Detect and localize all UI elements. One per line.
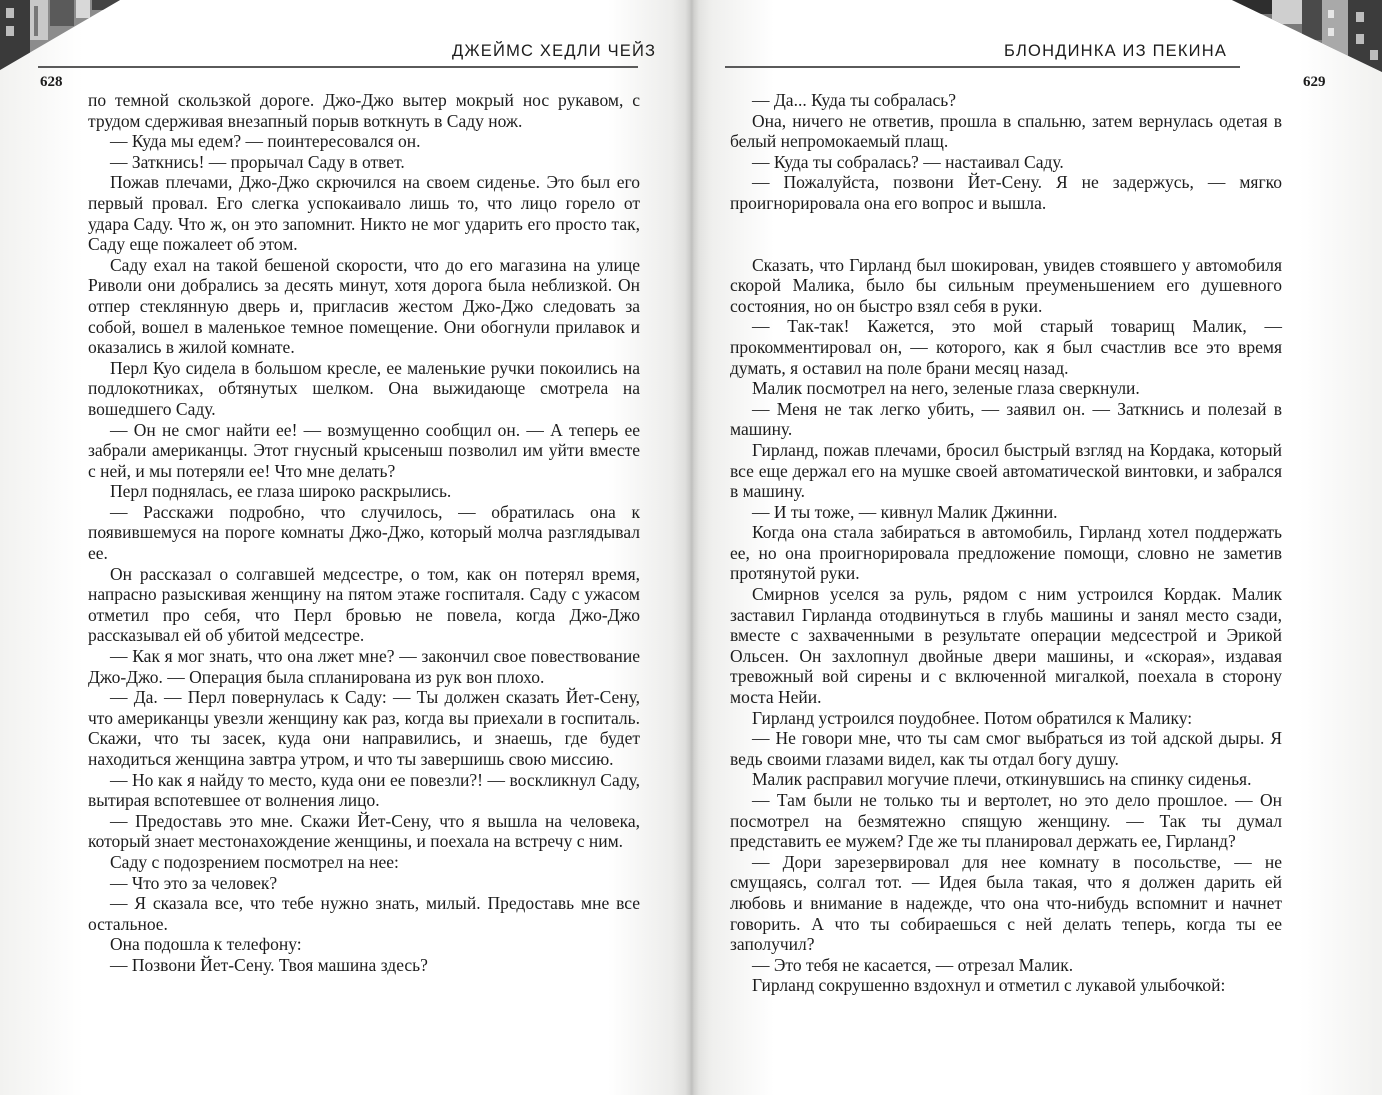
paragraph: — Что это за человек? xyxy=(110,872,278,893)
page-number-left: 628 xyxy=(40,74,63,90)
paragraph: Он рассказал о солгавшей медсестре, о том, как он потерял время, напрасно разыскивая женщину на пятом этаже госпиталя. Саду с ужасом отметил про себя, что Перл бровью не повела, когда Джо-Джо рассказывал ей об убитой медсестре. xyxy=(88,563,640,646)
paragraph: — Меня не так легко убить, — заявил он. — Заткнись и полезай в машину. xyxy=(730,398,1282,440)
paragraph: Саду с подозрением посмотрел на нее: xyxy=(110,851,399,872)
paragraph: — Дори зарезервировал для нее комнату в посольстве, — не смущаясь, солгал тот. — Идея была такая, что я должен дарить ей любовь и внимание в надежде, что она что-нибудь вспомнит и начнет говорить. А что ты собираешься с ней делать теперь, когда ты ее заполучил? xyxy=(730,851,1282,955)
paragraph: Перл поднялась, ее глаза широко раскрылись. xyxy=(110,481,452,502)
running-head-title: БЛОНДИНКА ИЗ ПЕКИНА xyxy=(1004,42,1228,60)
paragraph: Малик расправил могучие плечи, откинувшись на спинку сиденья. xyxy=(752,769,1252,790)
paragraph: — Так-так! Кажется, это мой старый товарищ Малик, — прокомментировал он, — которого, как я был счастлив все это время думать, я оставил на поле брани месяц назад. xyxy=(730,316,1282,378)
left-page-body xyxy=(88,90,640,976)
paragraph: — Как я мог знать, что она лжет мне? — закончил свое повествование Джо-Джо. — Операция была спланирована из рук вон плохо. xyxy=(88,646,640,687)
paragraph: Когда она стала забираться в автомобиль, Гирланд хотел поддержать ее, но она проигнорировала предложение помощи, словно не заметив протянутой руки. xyxy=(730,522,1282,584)
paragraph: — Куда ты собралась? — настаивал Саду. xyxy=(752,151,1064,172)
paragraph: Она подошла к телефону: xyxy=(110,934,302,955)
paragraph: — Там были не только ты и вертолет, но это дело прошлое. — Он посмотрел на безмятежно спящую женщину. — Так ты думал представить ее мужем? Где же ты планировал держать ее, Гирланд? xyxy=(730,790,1282,852)
paragraph: — Я сказала все, что тебе нужно знать, милый. Предоставь мне все остальное. xyxy=(88,893,640,934)
paragraph: Саду ехал на такой бешеной скорости, что до его магазина на улице Риволи они добрались за десять минут, хотя дорога была неблизкой. Он отпер стеклянную дверь и, пригласив жестом Джо-Джо следовать за собой, вошел в маленькое темное помещение. Они обогнули прилавок и оказались в жилой комнате. xyxy=(88,254,640,358)
paragraph: — Куда мы едем? — поинтересовался он. xyxy=(110,131,421,152)
paragraph: Смирнов уселся за руль, рядом с ним устроился Кордак. Малик заставил Гирланда отодвинуться в глубь машины и занял место сзади, вместе с захваченными в результате операции медсестрой и Эрикой Ольсен. Он захлопнул двойные двери машины, и «скорая», издавая тревожный вой сирены и с включенной мигалкой, поехала в сторону моста Нейи. xyxy=(730,584,1282,708)
paragraph: Гирланд, пожав плечами, бросил быстрый взгляд на Кордака, который все еще держал его на мушке своей автоматической винтовки, и забрался в машину. xyxy=(730,439,1282,502)
corner-photo-right xyxy=(1232,0,1382,72)
paragraph: Она, ничего не ответив, прошла в спальню, затем вернулась одетая в белый непромокаемый плащ. xyxy=(730,110,1282,152)
paragraph: — Да. — Перл повернулась к Саду: — Ты должен сказать Йет-Сену, что американцы увезли женщину как раз, когда вы приехали в госпиталь. Скажи, что ты засек, куда они направились, и знаешь, где будет находиться женщина завтра утром, и что ты завершишь свою миссию. xyxy=(88,687,640,769)
paragraph: — Не говори мне, что ты сам смог выбраться из той адской дыры. Я ведь своими глазами видел, как ты отдал богу душу. xyxy=(730,728,1282,769)
corner-photo-left xyxy=(0,0,120,70)
header-rule-right xyxy=(725,66,1240,68)
paragraph: — Предоставь это мне. Скажи Йет-Сену, что я вышла на человека, который знает местонахождение женщины, и поехала на встречу с ним. xyxy=(88,810,640,852)
section-break xyxy=(730,214,1282,255)
paragraph: — Он не смог найти ее! — возмущенно сообщил он. — А теперь ее забрали американцы. Этот гнусный крысеныш позволил им уйти вместе с ней, и мы потеряли ее! Что мне делать? xyxy=(88,419,640,481)
header-rule-left xyxy=(38,66,638,68)
running-head-author: ДЖЕЙМС ХЕДЛИ ЧЕЙЗ xyxy=(452,42,657,60)
paragraph: Пожав плечами, Джо-Джо скрючился на своем сиденье. Это был его первый провал. Его слегка успокаивало лишь то, что лицо горело от удара Саду. Что ж, он это запомнит. Никто не мог ударить его просто так, Саду еще пожалеет об этом. xyxy=(88,172,640,255)
paragraph: Перл Куо сидела в большом кресле, ее маленькие ручки покоились на подлокотниках, обтянутых шелком. Она выжидающе смотрела на вошедшего Саду. xyxy=(88,357,640,419)
paragraph: — Позвони Йет-Сену. Твоя машина здесь? xyxy=(110,954,428,975)
paragraph: — Расскажи подробно, что случилось, — обратилась она к появившемуся на пороге комнаты Джо-Джо, который молча разглядывал ее. xyxy=(88,501,640,564)
paragraph: — Пожалуйста, позвони Йет-Сену. Я не задержусь, — мягко проигнорировала она его вопрос и вышла. xyxy=(730,172,1282,213)
page-number-right: 629 xyxy=(1303,74,1326,90)
paragraph: — Но как я найду то место, куда они ее повезли?! — воскликнул Саду, вытирая вспотевшее от волнения лицо. xyxy=(88,769,640,811)
paragraph: Малик посмотрел на него, зеленые глаза сверкнули. xyxy=(752,378,1140,399)
gutter-shadow xyxy=(672,0,712,1095)
paragraph: — Заткнись! — прорычал Саду в ответ. xyxy=(110,151,405,172)
paragraph: — И ты тоже, — кивнул Малик Джинни. xyxy=(752,501,1058,522)
paragraph: Гирланд сокрушенно вздохнул и отметил с лукавой улыбочкой: xyxy=(752,975,1226,996)
paragraph: по темной скользкой дороге. Джо-Джо вытер мокрый нос рукавом, с трудом сдерживая внезапный порыв воткнуть в Саду нож. xyxy=(88,90,640,131)
paragraph: — Да... Куда ты собралась? xyxy=(752,90,957,110)
paragraph: Гирланд устроился поудобнее. Потом обратился к Малику: xyxy=(752,707,1193,728)
paragraph: — Это тебя не касается, — отрезал Малик. xyxy=(752,954,1074,975)
paragraph: Сказать, что Гирланд был шокирован, увидев стоявшего у автомобиля скорой Малика, было бы сильным преуменьшением его душевного состояния, но он быстро взял себя в руки. xyxy=(730,254,1282,316)
right-page-body xyxy=(730,90,1282,996)
